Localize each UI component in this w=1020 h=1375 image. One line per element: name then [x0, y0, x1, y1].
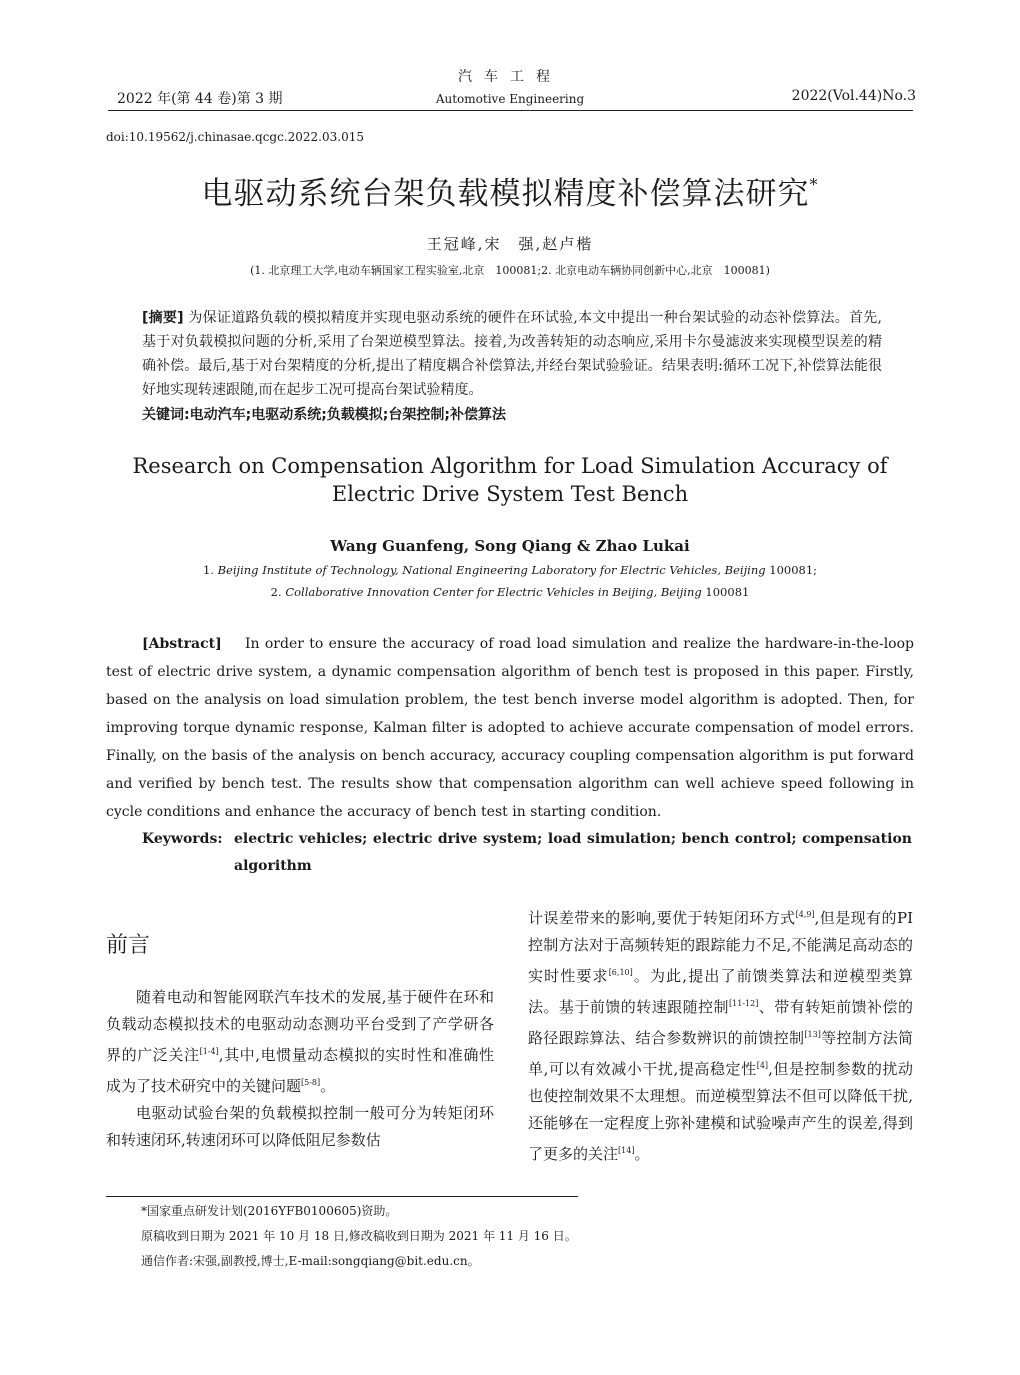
- issue-label-en: 2022(Vol.44)No.3: [791, 88, 916, 104]
- journal-name-cn: 汽车工程: [458, 69, 562, 85]
- text-run: 。为此,提出了前馈类算法和逆模型类算法。基于前馈的转速跟随控制: [528, 967, 913, 1016]
- citation: [13]: [804, 1030, 821, 1039]
- abstract-text-cn: 为保证道路负载的模拟精度并实现电驱动系统的硬件在环试验,本文中提出一种台架试验的动态补偿算法。首先,基于对负载模拟问题的分析,采用了台架逆模型算法。接着,为改善转矩的动态响应,采用卡尔曼滤波来实现模型误差的精确补偿。最后,基于对台架精度的分析,提出了精度耦合补偿算法,并经台架试验验证。结果表明:循环工况下,补偿算法能很好地实现转速跟随,而在起步工况可提高台架试验精度。: [142, 310, 883, 398]
- affil-1-code: 100081;: [769, 563, 818, 577]
- text-run: ,但是控制参数的扰动也使控制效果不太理想。而逆模型算法不但可以降低干扰,还能够在一定程度上弥补建模和试验噪声产生的误差,得到了更多的关注: [528, 1060, 913, 1163]
- affil-1-text: Beijing Institute of Technology, National Engineering Laboratory for Electric Vehicles, Beijing: [217, 563, 766, 577]
- authors-cn: 王冠峰,宋 强,赵卢楷: [426, 235, 594, 253]
- footnote-received: 原稿收到日期为 2021 年 10 月 18 日,修改稿收到日期为 2021 年 11 月 16 日。: [141, 1229, 577, 1243]
- journal-name-en: Automotive Engineering: [435, 92, 585, 106]
- header-rule: [108, 110, 913, 111]
- text-run: ,其中,电惯量动态模拟的实时性和准确性成为了技术研究中的关键问题: [106, 1046, 494, 1095]
- abstract-cn: [142, 306, 882, 402]
- citation: [4]: [756, 1061, 769, 1070]
- affil-2-code: 100081: [705, 585, 750, 599]
- keywords-text-en: electric vehicles; electric drive system; load simulation; bench control; compensation algorithm: [234, 831, 912, 874]
- abstract-label-cn: [摘要]: [142, 310, 184, 326]
- abstract-en: [106, 630, 914, 826]
- citation: [6,10]: [608, 968, 633, 977]
- footnote-rule: [106, 1196, 578, 1197]
- paper-title-cn-text: 电驱动系统台架负载模拟精度补偿算法研究: [201, 176, 810, 212]
- text-run: 随着电动和智能网联汽车技术的发展,基于硬件在环和负载动态模拟技术的电驱动动态测功平台受到了产学研各界的广泛关注: [106, 988, 494, 1064]
- text-run: 计误差带来的影响,要优于转矩闭环方式: [528, 909, 796, 927]
- section-heading: 前言: [106, 933, 151, 958]
- abstract-text-en: In order to ensure the accuracy of road load simulation and realize the hardware-in-the-loop test of electric drive system, a dynamic compensation algorithm of bench test is proposed in this paper. Firstly, based on the analysis on load simulation problem, the test bench inverse model algorithm is adopted. Then, for improving torque dynamic response, Kalman filter is adopted to achieve accurate compensation of model errors. Finally, on the basis of the analysis on bench accuracy, accuracy coupling compensation algorithm is put forward and verified by bench test. The results show that compensation algorithm can well achieve speed following in cycle conditions and enhance the accuracy of bench test in starting condition.: [106, 636, 914, 820]
- citation: [1-4]: [199, 1047, 219, 1056]
- paper-title-en: Research on Compensation Algorithm for Load Simulation Accuracy of Electric Drive System Test Bench: [132, 454, 888, 506]
- citation: [14]: [618, 1146, 635, 1155]
- text-run: 、带有转矩前馈补偿的路径跟踪算法、结合参数辨识的前馈控制: [528, 998, 913, 1047]
- issue-label-cn: 2022 年(第 44 卷)第 3 期: [117, 91, 283, 107]
- affil-2-num: 2.: [270, 585, 282, 599]
- keywords-en: [142, 826, 914, 880]
- paper-title-cn: [0, 168, 1020, 213]
- affiliation-en-2: [0, 585, 1020, 599]
- affil-1-num: 1.: [202, 563, 214, 577]
- affiliation-cn: (1. 北京理工大学,电动车辆国家工程实验室,北京 100081;2. 北京电动车辆协同创新中心,北京 100081): [250, 264, 770, 277]
- authors-en: Wang Guanfeng, Song Qiang & Zhao Lukai: [330, 537, 690, 555]
- paragraph-intro-2-cont: [528, 901, 913, 1168]
- text-run: 。: [320, 1077, 336, 1095]
- text-run: 等控制方法简单,可以有效减小干扰,提高稳定性: [528, 1029, 913, 1078]
- doi: doi:10.19562/j.chinasae.qcgc.2022.03.015: [106, 130, 364, 144]
- text-run: ,但是现有的PI控制方法对于高频转矩的跟踪能力不足,不能满足高动态的实时性要求: [528, 909, 913, 985]
- abstract-label-en: [Abstract]: [142, 636, 222, 652]
- title-footnote-mark: *: [809, 175, 819, 194]
- affiliation-en-1: [0, 563, 1020, 577]
- paragraph-intro-1: [106, 984, 494, 1100]
- citation: [5-8]: [301, 1078, 321, 1087]
- body-column-right: [528, 901, 913, 1168]
- footnote-contact: 通信作者:宋强,副教授,博士,E-mail:songqiang@bit.edu.cn。: [141, 1254, 480, 1268]
- text-run: 。: [634, 1145, 650, 1163]
- keywords-cn: 关键词:电动汽车;电驱动系统;负载模拟;台架控制;补偿算法: [142, 407, 506, 423]
- affil-2-text: Collaborative Innovation Center for Electric Vehicles in Beijing, Beijing: [285, 585, 702, 599]
- footnote-funding: *国家重点研发计划(2016YFB0100605)资助。: [141, 1204, 398, 1218]
- citation: [11-12]: [729, 999, 759, 1008]
- citation: [4,9]: [795, 910, 815, 919]
- body-column-left: [106, 984, 494, 1154]
- keywords-label-en: Keywords:: [142, 831, 223, 847]
- paragraph-intro-2: 电驱动试验台架的负载模拟控制一般可分为转矩闭环和转速闭环,转速闭环可以降低阻尼参数估: [106, 1104, 494, 1149]
